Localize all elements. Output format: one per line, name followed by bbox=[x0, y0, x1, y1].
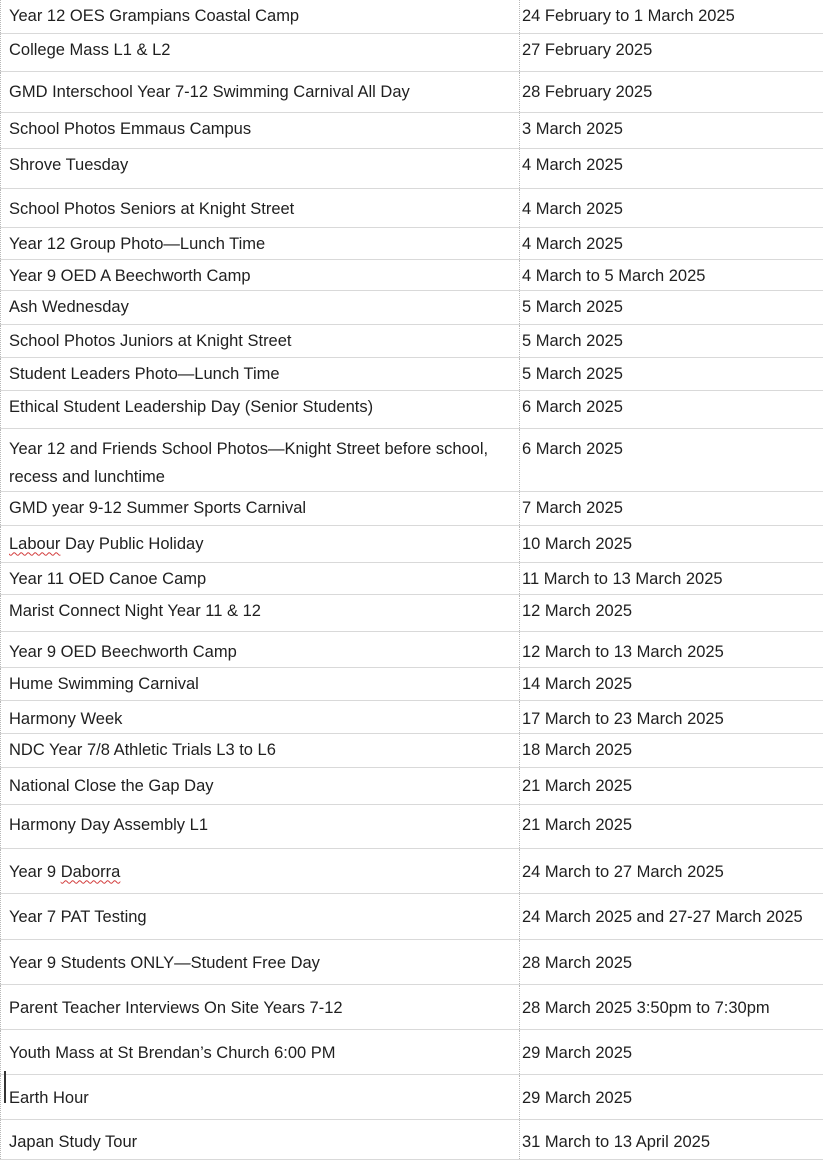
event-date[interactable]: 4 March 2025 bbox=[520, 188, 823, 227]
spelling-flagged-word: Labour bbox=[9, 535, 60, 553]
table-row bbox=[1, 290, 823, 324]
table-row bbox=[1, 71, 823, 112]
event-name[interactable]: Year 12 OES Grampians Coastal Camp bbox=[1, 0, 520, 33]
table-row bbox=[1, 733, 823, 767]
event-date[interactable]: 6 March 2025 bbox=[520, 428, 823, 491]
table-row bbox=[1, 227, 823, 259]
event-name[interactable]: School Photos Juniors at Knight Street bbox=[1, 324, 520, 357]
event-name[interactable]: Year 9 Students ONLY—Student Free Day bbox=[1, 939, 520, 984]
text-cursor bbox=[4, 1071, 6, 1103]
table-row bbox=[1, 631, 823, 667]
table-row bbox=[1, 112, 823, 148]
table-row bbox=[1, 259, 823, 290]
spelling-flagged-word: Daborra bbox=[61, 863, 121, 881]
event-date[interactable]: 24 February to 1 March 2025 bbox=[520, 0, 823, 33]
table-row bbox=[1, 700, 823, 733]
event-name[interactable]: Year 9 OED Beechworth Camp bbox=[1, 631, 520, 667]
event-name[interactable]: School Photos Emmaus Campus bbox=[1, 112, 520, 148]
table-row bbox=[1, 390, 823, 428]
event-date[interactable]: 7 March 2025 bbox=[520, 491, 823, 525]
event-name[interactable]: Year 12 and Friends School Photos—Knight Street before school, recess and lunchtime bbox=[1, 428, 520, 491]
event-name[interactable]: National Close the Gap Day bbox=[1, 767, 520, 804]
event-date[interactable]: 4 March 2025 bbox=[520, 227, 823, 259]
event-date[interactable]: 4 March to 5 March 2025 bbox=[520, 259, 823, 290]
event-name[interactable]: Hume Swimming Carnival bbox=[1, 667, 520, 700]
event-name[interactable]: GMD Interschool Year 7-12 Swimming Carnival All Day bbox=[1, 71, 520, 112]
event-name[interactable]: Shrove Tuesday bbox=[1, 148, 520, 188]
table-row bbox=[1, 939, 823, 984]
event-date[interactable]: 28 March 2025 3:50pm to 7:30pm bbox=[520, 984, 823, 1029]
table-row bbox=[1, 893, 823, 939]
table-row bbox=[1, 1074, 823, 1119]
table-row bbox=[1, 767, 823, 804]
event-name[interactable]: College Mass L1 & L2 bbox=[1, 33, 520, 71]
event-name[interactable]: Year 7 PAT Testing bbox=[1, 893, 520, 939]
event-name[interactable]: Youth Mass at St Brendan’s Church 6:00 PM bbox=[1, 1029, 520, 1074]
event-date[interactable]: 6 March 2025 bbox=[520, 390, 823, 428]
event-date[interactable]: 4 March 2025 bbox=[520, 148, 823, 188]
event-name[interactable]: Harmony Week bbox=[1, 700, 520, 733]
event-date[interactable]: 24 March to 27 March 2025 bbox=[520, 848, 823, 893]
event-date[interactable]: 14 March 2025 bbox=[520, 667, 823, 700]
table-row bbox=[1, 525, 823, 562]
event-date[interactable]: 5 March 2025 bbox=[520, 324, 823, 357]
table-row bbox=[1, 1029, 823, 1074]
event-name[interactable]: Year 9 OED A Beechworth Camp bbox=[1, 259, 520, 290]
event-name-rest: Day Public Holiday bbox=[60, 535, 203, 553]
event-name[interactable]: Marist Connect Night Year 11 & 12 bbox=[1, 594, 520, 631]
event-date[interactable]: 5 March 2025 bbox=[520, 357, 823, 390]
table-row bbox=[1, 984, 823, 1029]
event-name[interactable]: Parent Teacher Interviews On Site Years 7-12 bbox=[1, 984, 520, 1029]
event-name[interactable]: School Photos Seniors at Knight Street bbox=[1, 188, 520, 227]
event-name[interactable]: Harmony Day Assembly L1 bbox=[1, 804, 520, 848]
table-row bbox=[1, 594, 823, 631]
event-date[interactable]: 29 March 2025 bbox=[520, 1029, 823, 1074]
event-date[interactable]: 3 March 2025 bbox=[520, 112, 823, 148]
event-name[interactable]: Japan Study Tour bbox=[1, 1119, 520, 1159]
table-row bbox=[1, 428, 823, 491]
event-date[interactable]: 28 February 2025 bbox=[520, 71, 823, 112]
event-name[interactable] bbox=[1, 848, 520, 893]
event-date[interactable]: 11 March to 13 March 2025 bbox=[520, 562, 823, 594]
event-date[interactable]: 28 March 2025 bbox=[520, 939, 823, 984]
event-date[interactable]: 17 March to 23 March 2025 bbox=[520, 700, 823, 733]
table-row bbox=[1, 324, 823, 357]
table-row bbox=[1, 667, 823, 700]
event-date[interactable]: 21 March 2025 bbox=[520, 767, 823, 804]
event-date[interactable]: 12 March 2025 bbox=[520, 594, 823, 631]
event-date[interactable]: 29 March 2025 bbox=[520, 1074, 823, 1119]
table-row bbox=[1, 188, 823, 227]
event-name[interactable]: Student Leaders Photo—Lunch Time bbox=[1, 357, 520, 390]
event-name[interactable]: Ethical Student Leadership Day (Senior Students) bbox=[1, 390, 520, 428]
event-name[interactable] bbox=[1, 525, 520, 562]
table-row bbox=[1, 562, 823, 594]
event-date[interactable]: 18 March 2025 bbox=[520, 733, 823, 767]
event-date[interactable]: 24 March 2025 and 27-27 March 2025 bbox=[520, 893, 823, 939]
event-date[interactable]: 5 March 2025 bbox=[520, 290, 823, 324]
table-row bbox=[1, 33, 823, 71]
event-name[interactable]: Year 11 OED Canoe Camp bbox=[1, 562, 520, 594]
event-date[interactable]: 10 March 2025 bbox=[520, 525, 823, 562]
table-row bbox=[1, 491, 823, 525]
table-row bbox=[1, 848, 823, 893]
event-date[interactable]: 12 March to 13 March 2025 bbox=[520, 631, 823, 667]
event-date[interactable]: 27 February 2025 bbox=[520, 33, 823, 71]
event-name[interactable]: NDC Year 7/8 Athletic Trials L3 to L6 bbox=[1, 733, 520, 767]
table-row bbox=[1, 0, 823, 33]
event-date[interactable]: 31 March to 13 April 2025 bbox=[520, 1119, 823, 1159]
event-name[interactable]: Year 12 Group Photo—Lunch Time bbox=[1, 227, 520, 259]
event-name-prefix: Year 9 bbox=[9, 863, 61, 881]
event-name[interactable]: GMD year 9-12 Summer Sports Carnival bbox=[1, 491, 520, 525]
event-date[interactable]: 21 March 2025 bbox=[520, 804, 823, 848]
table-row bbox=[1, 804, 823, 848]
table-row bbox=[1, 357, 823, 390]
table-row bbox=[1, 1119, 823, 1159]
event-name[interactable]: Ash Wednesday bbox=[1, 290, 520, 324]
event-name[interactable]: Earth Hour bbox=[1, 1074, 520, 1119]
table-row bbox=[1, 148, 823, 188]
